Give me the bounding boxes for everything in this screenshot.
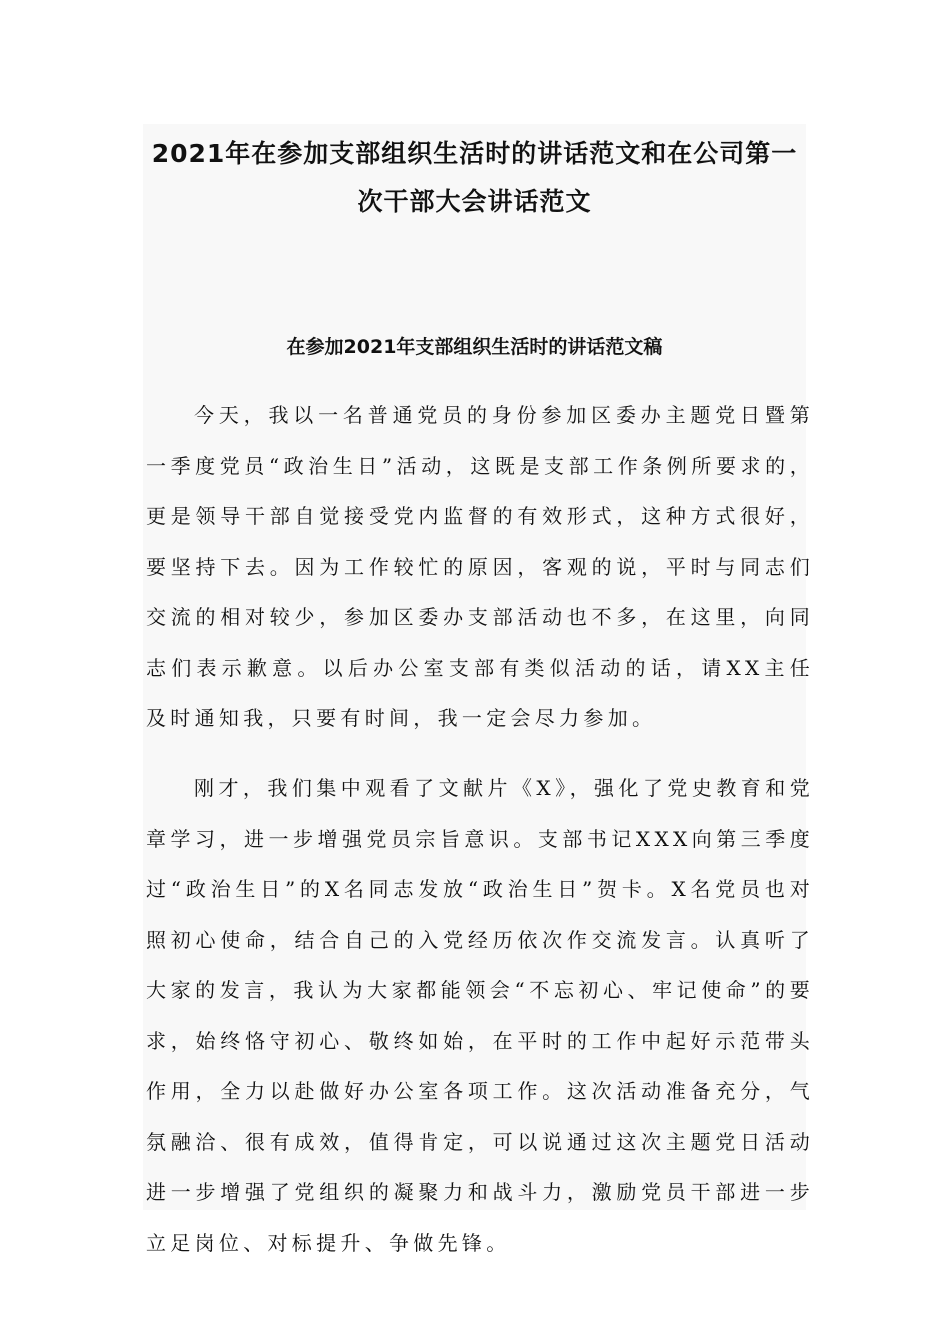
paragraph-2: 刚才，我们集中观看了文献片《X》，强化了党史教育和党章学习，进一步增强党员宗旨意识。支部书记XXX向第三季度过“政治生日”的X名同志发放“政治生日”贺卡。X名党员也对照初心使命，结合自己的入党经历依次作交流发言。认真听了大家的发言，我认为大家都能领会“不忘初心、牢记使命”的要求，始终恪守初心、敬终如始，在平时的工作中起好示范带头作用，全力以赴做好办公室各项工作。这次活动准备充分，气氛融洽、很有成效，值得肯定，可以说通过这次主题党日活动进一步增强了党组织的凝聚力和战斗力，激励党员干部进一步立足岗位、对标提升、争做先锋。 [146,776,814,1255]
section-title: 在参加2021年支部组织生活时的讲话范文稿 [286,336,663,358]
document-title: 2021年在参加支部组织生活时的讲话范文和在公司第一次干部大会讲话范文 [151,139,798,216]
paragraph-1: 今天，我以一名普通党员的身份参加区委办主题党日暨第一季度党员“政治生日”活动，这既是支部工作条例所要求的，更是领导干部自觉接受党内监督的有效形式，这种方式很好，要坚持下去。因为工作较忙的原因，客观的说，平时与同志们交流的相对较少，参加区委办支部活动也不多，在这里，向同志们表示歉意。以后办公室支部有类似活动的话，请XX主任及时通知我，只要有时间，我一定会尽力参加。 [146,403,814,730]
